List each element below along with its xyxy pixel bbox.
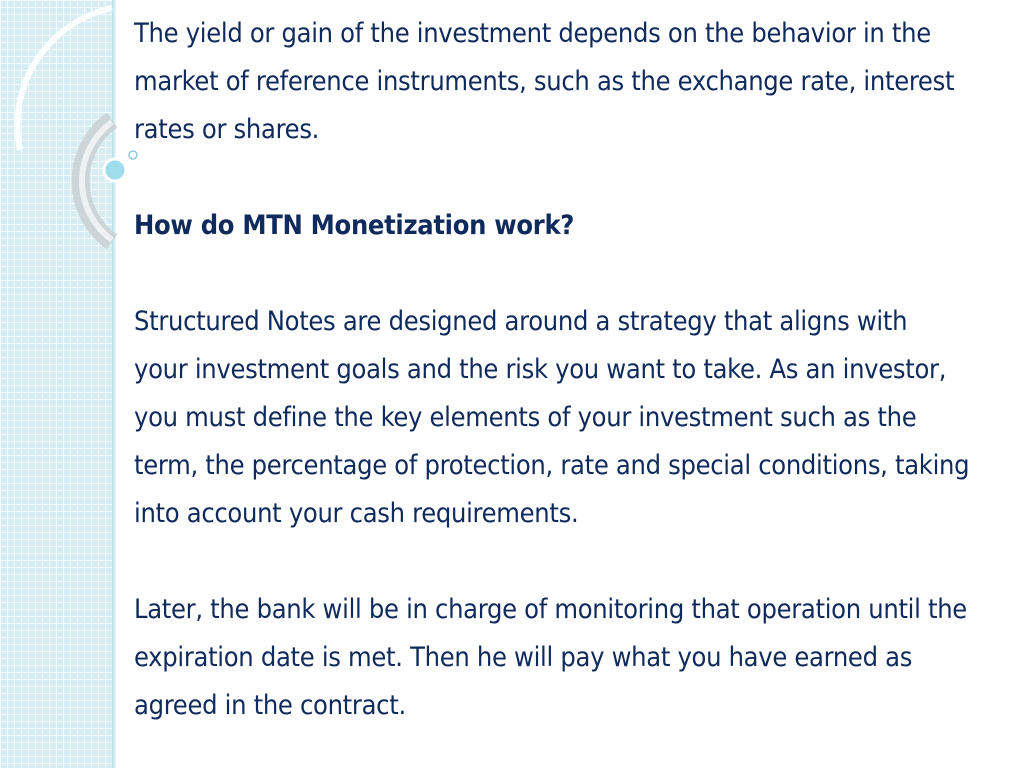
decorative-bubble-large [104, 159, 126, 181]
intro-paragraph: The yield or gain of the investment depends on the behavior in the market of reference instruments, such as the exchange rate, interest rates or shares. [134, 18, 955, 145]
paragraph-spacer [134, 538, 1018, 586]
section-heading: How do MTN Monetization work? [134, 210, 575, 241]
structured-notes-paragraph: Structured Notes are designed around a strategy that aligns with your investment goals and the risk you want to take. As an investor, you must define the key elements of your investment such as the term, the percentage of protection, rate and special conditions, taking into account your cash requirements. [134, 306, 970, 529]
monitoring-paragraph: Later, the bank will be in charge of monitoring that operation until the expiration date is met. Then he will pay what you have earned as agreed in the contract. [134, 594, 967, 721]
paragraph-spacer [134, 154, 1018, 202]
paragraph-spacer [134, 250, 1018, 298]
decorative-rings-graphic [0, 0, 140, 260]
slide-content [134, 10, 1018, 730]
